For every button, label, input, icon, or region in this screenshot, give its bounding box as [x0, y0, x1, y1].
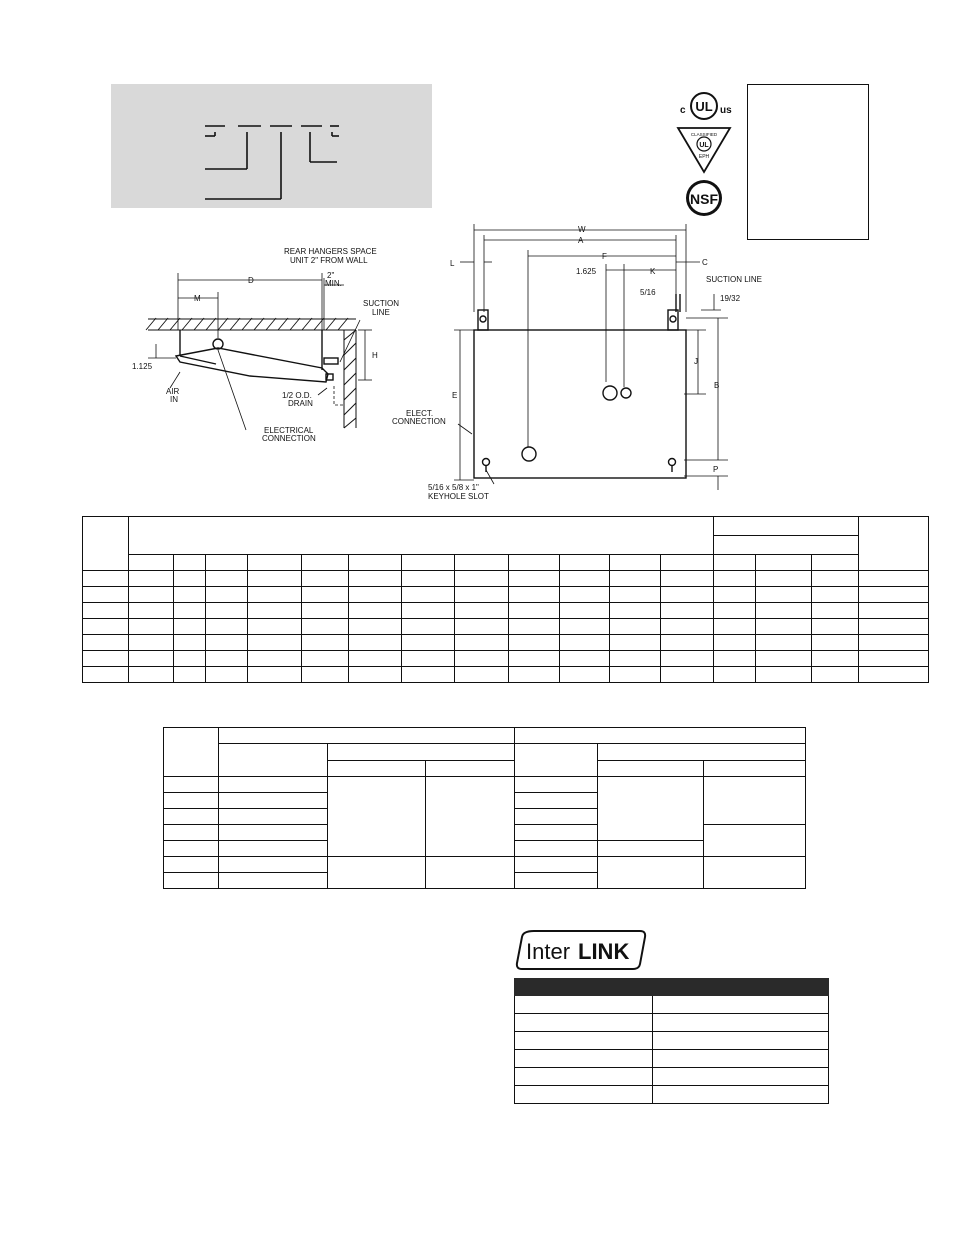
ul-text: UL [695, 99, 713, 114]
min-label-2: MIN. [325, 279, 342, 288]
dimensions-table [82, 516, 929, 683]
dim-m-label: M [194, 294, 201, 303]
unit-front-body [474, 294, 686, 478]
table-row [83, 587, 929, 603]
ul-us-text: us [720, 105, 732, 116]
dim-l-label: L [450, 259, 455, 268]
table-row [515, 996, 829, 1014]
table-row [515, 1032, 829, 1050]
table-row [515, 1068, 829, 1086]
table-row [83, 603, 929, 619]
table-row [83, 651, 929, 667]
interlink-logo [512, 928, 648, 972]
table-row [164, 744, 806, 761]
keyhole-label-2: KEYHOLE SLOT [428, 492, 489, 501]
dim-a-label: A [578, 236, 584, 245]
dim-j-label: J [694, 357, 698, 366]
electrical-table [163, 727, 806, 889]
interlink-header-row [515, 979, 829, 996]
model-number-diagram [111, 84, 432, 208]
nsf-text: NSF [690, 191, 718, 207]
dim-e-label: E [452, 391, 458, 400]
dim-d-label: D [248, 276, 254, 285]
suction-line-label: SUCTION LINE [706, 275, 763, 284]
model-number-box [111, 84, 432, 208]
dim-w-label: W [578, 225, 586, 234]
elect-label-1: ELECT. [406, 409, 434, 418]
table-row [83, 517, 929, 536]
table-row [164, 728, 806, 744]
table-row [83, 555, 929, 571]
rear-hangers-label-2: UNIT 2" FROM WALL [290, 256, 368, 265]
min-label-1: 2" [327, 271, 335, 280]
keyhole-label-1: 5/16 x 5/8 x 1" [428, 483, 479, 492]
cul-us-mark [680, 93, 732, 119]
drain-label-2: DRAIN [288, 399, 313, 408]
table-row [515, 1050, 829, 1068]
dim-1932-label: 19/32 [720, 294, 741, 303]
drain-label-1: 1/2 O.D. [282, 391, 312, 400]
dim-h-label: H [372, 351, 378, 360]
dim-516-label: 5/16 [640, 288, 656, 297]
dim-k-label: K [650, 267, 656, 276]
certification-marks [672, 88, 744, 218]
electrical-label-2: CONNECTION [262, 434, 316, 443]
table-row [83, 635, 929, 651]
dim-f-label: F [602, 252, 607, 261]
table-row [164, 857, 806, 873]
nsf-mark [686, 180, 722, 216]
dim-1625-label: 1.625 [576, 267, 597, 276]
table-row [515, 1014, 829, 1032]
front-view-diagram [388, 222, 763, 512]
suction-label-1: SUCTION [363, 299, 399, 308]
table-row [515, 1086, 829, 1104]
ul-classified-mark [678, 128, 730, 172]
ul-classified-text: CLASSIFIED [690, 132, 718, 137]
dim-1125-label: 1.125 [132, 362, 153, 371]
dim-c-label: C [702, 258, 708, 267]
logo-inter-text: Inter [526, 939, 571, 964]
table-row [83, 571, 929, 587]
logo-link-text: LINK [578, 939, 630, 964]
ul-classified-ul-text: UL [699, 142, 709, 149]
elect-label-2: CONNECTION [392, 417, 446, 426]
dim-b-label: B [714, 381, 720, 390]
air-in-label-2: IN [170, 395, 178, 404]
ul-c-text: c [680, 105, 686, 116]
electrical-label-1: ELECTRICAL [264, 426, 314, 435]
interlink-table [514, 978, 829, 1104]
table-row [164, 777, 806, 793]
ul-eph-text: EPH [698, 154, 710, 160]
ceiling-hatch [146, 318, 356, 428]
dim-p-label: P [713, 465, 719, 474]
air-in-label-1: AIR [166, 387, 180, 396]
table-row [83, 619, 929, 635]
side-view-diagram [130, 240, 399, 500]
table-row [83, 667, 929, 683]
suction-label-2: LINE [372, 308, 390, 317]
unit-body [176, 330, 338, 382]
specification-box [747, 84, 869, 240]
rear-hangers-label-1: REAR HANGERS SPACE [284, 247, 377, 256]
